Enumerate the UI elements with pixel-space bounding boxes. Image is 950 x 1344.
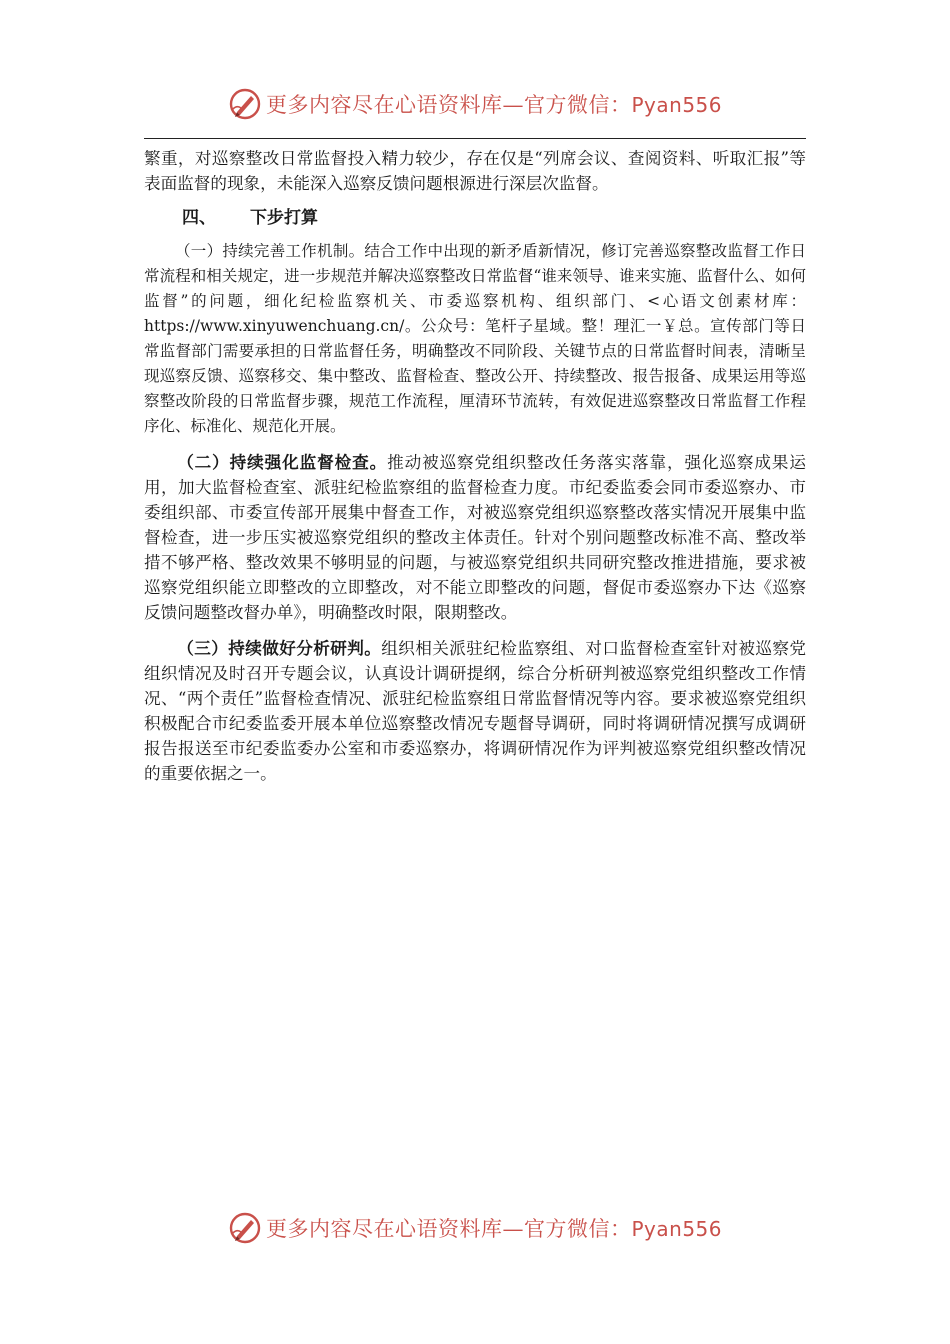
banner-text	[266, 89, 722, 119]
section-heading	[144, 206, 806, 231]
paragraph-analysis-text: 组织相关派驻纪检监察组、对口监督检查室针对被巡察党组织情况及时召开专题会议，认真设计调研提纲，综合分析研判被巡察党组织整改工作情况、“两个责任”监督检查情况、派驻纪检监察组日常监督情况等内容。要求被巡察党组织积极配合市纪委监委开展本单位巡察整改情况专题督导调研，同时将调研情况撰写成调研报告报送至市纪委监委办公室和市委巡察办，将调研情况作为评判被巡察党组织整改情况的重要依据之一。	[144, 639, 807, 783]
banner-main-text: 更多内容尽在心语资料库—官方微信：	[265, 93, 632, 117]
footer-banner	[0, 1206, 950, 1250]
banner-main-text: 更多内容尽在心语资料库—官方微信：	[265, 1217, 632, 1241]
header-banner	[0, 82, 950, 126]
pen-logo-icon	[228, 1211, 262, 1245]
paragraph-analysis-lead: （三）持续做好分析研判。	[177, 638, 382, 658]
paragraph-analysis	[144, 636, 806, 786]
document-body	[144, 146, 806, 786]
section-title: 下步打算	[250, 208, 318, 228]
paragraph-supervision-lead: （二）持续强化监督检查。	[177, 452, 388, 472]
banner-handle: Pyan556	[631, 93, 722, 117]
intro-paragraph: 繁重，对巡察整改日常监督投入精力较少，存在仅是“列席会议、查阅资料、听取汇报”等表面监督的现象，未能深入巡察反馈问题根源进行深层次监督。	[144, 149, 806, 193]
banner-handle: Pyan556	[631, 1217, 722, 1241]
header-divider	[144, 138, 806, 139]
banner-text	[266, 1213, 722, 1243]
paragraph-supervision-text: 推动被巡察党组织整改任务落实落靠，强化巡察成果运用，加大监督检查室、派驻纪检监察组的监督检查力度。市纪委监委会同市委巡察办、市委组织部、市委宣传部开展集中督查工作，对被巡察党组织巡察整改落实情况开展集中监督检查，进一步压实被巡察党组织的整改主体责任。针对个别问题整改标准不高、整改举措不够严格、整改效果不够明显的问题，与被巡察党组织共同研究整改推进措施，要求被巡察党组织能立即整改的立即整改，对不能立即整改的问题，督促市委巡察办下达《巡察反馈问题整改督办单》，明确整改时限，限期整改。	[144, 453, 807, 622]
section-number: 四、	[182, 208, 216, 228]
paragraph-mechanism: （一）持续完善工作机制。结合工作中出现的新矛盾新情况，修订完善巡察整改监督工作日常流程和相关规定，进一步规范并解决巡察整改日常监督“谁来领导、谁来实施、监督什么、如何监督”的问题，细化纪检监察机关、市委巡察机构、组织部门、<心语文创素材库：https://www.xinyuwenchuang.cn/。公众号：笔杆子星域。整！理汇一￥总。宣传部门等日常监督部门需要承担的日常监督任务，明确整改不同阶段、关键节点的日常监督时间表，清晰呈现巡察反馈、巡察移交、集中整改、监督检查、整改公开、持续整改、报告报备、成果运用等巡察整改阶段的日常监督步骤，规范工作流程，厘清环节流转，有效促进巡察整改日常监督工作程序化、标准化、规范化开展。	[144, 242, 806, 435]
paragraph-supervision	[144, 450, 806, 625]
pen-logo-icon	[228, 87, 262, 121]
